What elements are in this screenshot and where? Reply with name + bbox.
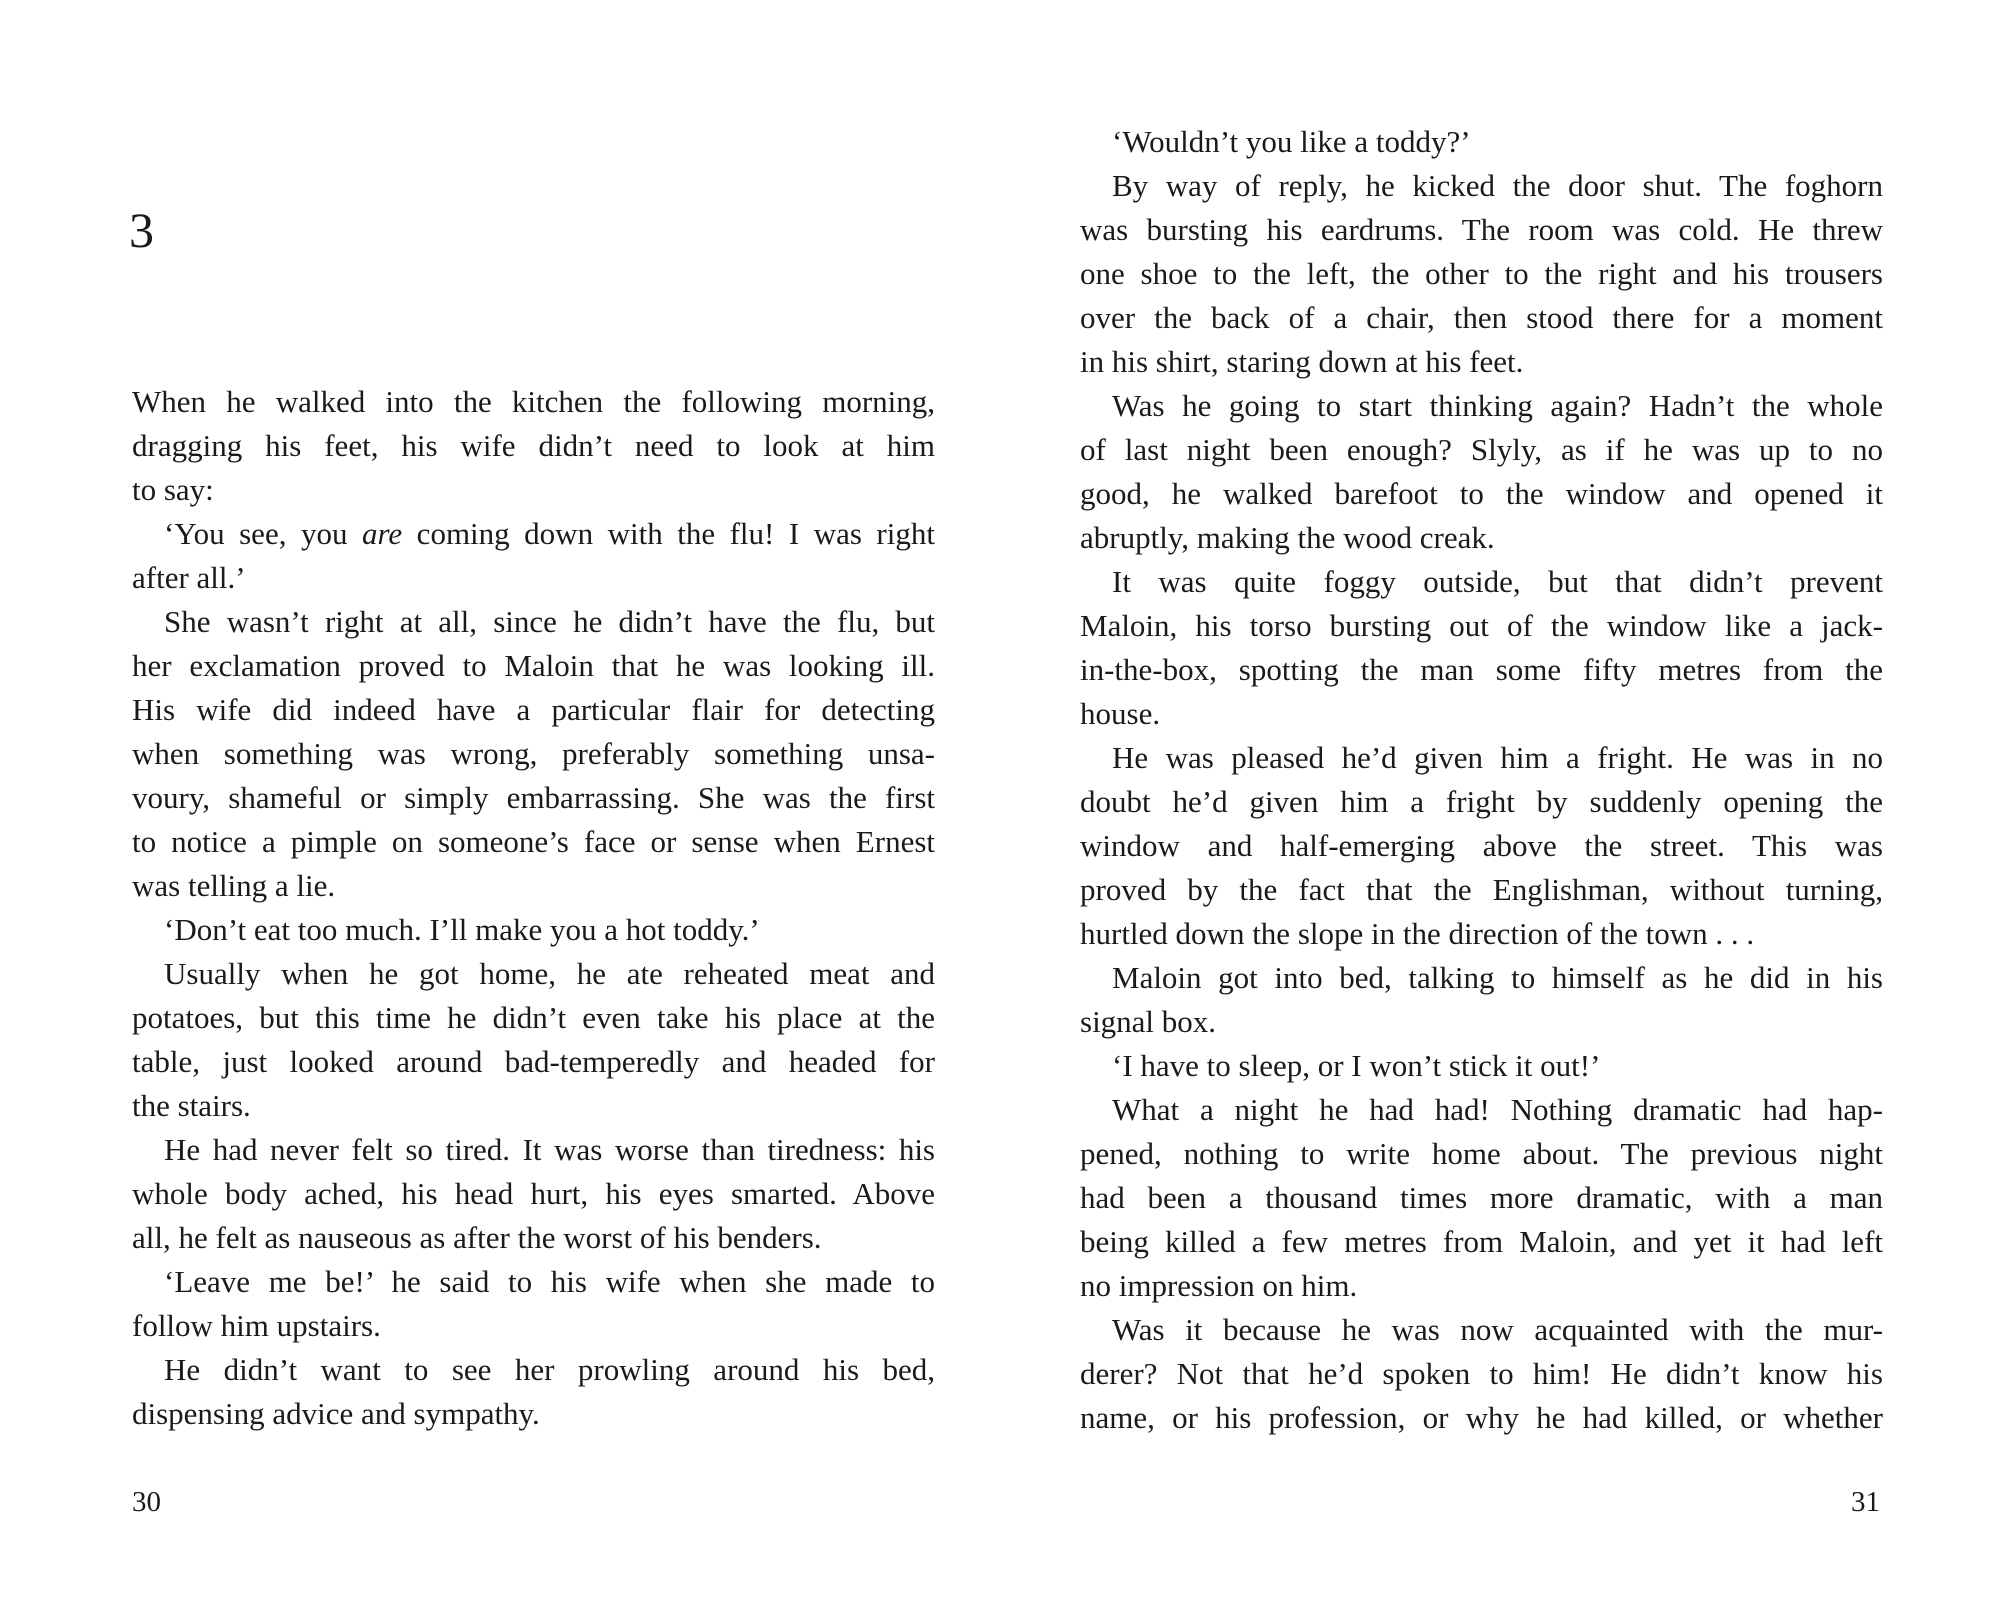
text-line: She wasn’t right at all, since he didn’t have the flu, but — [164, 604, 935, 639]
left-page-text — [132, 380, 935, 1436]
text-line: ‘Don’t eat too much. I’ll make you a hot toddy.’ — [164, 912, 760, 947]
text-line: Was he going to start thinking again? Hadn’t the whole — [1112, 388, 1883, 423]
text-line: to say: — [132, 472, 214, 507]
text-line: follow him upstairs. — [132, 1308, 381, 1343]
text-line: of last night been enough? Slyly, as if he was up to no — [1080, 432, 1883, 467]
line-fragment: ‘You see, you — [164, 516, 362, 551]
text-line: after all.’ — [132, 560, 246, 595]
text-line: Maloin, his torso bursting out of the window like a jack- — [1080, 608, 1883, 643]
text-line: no impression on him. — [1080, 1268, 1358, 1303]
text-line: whole body ached, his head hurt, his eyes smarted. Above — [132, 1176, 935, 1211]
text-line: Usually when he got home, he ate reheated meat and — [164, 956, 935, 991]
text-line: He had never felt so tired. It was worse than tiredness: his — [164, 1132, 935, 1167]
line-fragment: coming down with the flu! I was right — [402, 516, 935, 551]
text-line — [132, 512, 935, 556]
text-line: dispensing advice and sympathy. — [132, 1396, 540, 1431]
text-line: name, or his profession, or why he had killed, or whether — [1080, 1400, 1883, 1435]
text-line: was telling a lie. — [132, 868, 336, 903]
text-line: window and half-emerging above the street. This was — [1080, 828, 1883, 863]
text-line: He was pleased he’d given him a fright. He was in no — [1112, 740, 1883, 775]
text-line: ‘I have to sleep, or I won’t stick it out!’ — [1112, 1048, 1601, 1083]
text-line: pened, nothing to write home about. The previous night — [1080, 1136, 1883, 1171]
text-line: all, he felt as nauseous as after the worst of his benders. — [132, 1220, 822, 1255]
text-line: abruptly, making the wood creak. — [1080, 520, 1495, 555]
text-line: derer? Not that he’d spoken to him! He didn’t know his — [1080, 1356, 1883, 1391]
chapter-number: 3 — [129, 202, 154, 258]
text-line: His wife did indeed have a particular flair for detecting — [132, 692, 935, 727]
page-number: 31 — [1851, 1486, 1880, 1518]
text-line: being killed a few metres from Maloin, and yet it had left — [1080, 1224, 1883, 1259]
text-line: one shoe to the left, the other to the right and his trousers — [1080, 256, 1883, 291]
text-line: the stairs. — [132, 1088, 251, 1123]
text-line: Maloin got into bed, talking to himself as he did in his — [1112, 960, 1883, 995]
text-line: her exclamation proved to Maloin that he was looking ill. — [132, 648, 935, 683]
text-line: What a night he had had! Nothing dramatic had hap- — [1112, 1092, 1883, 1127]
text-line: ‘Leave me be!’ he said to his wife when she made to — [164, 1264, 935, 1299]
text-line: over the back of a chair, then stood there for a moment — [1080, 300, 1883, 335]
text-line: By way of reply, he kicked the door shut. The foghorn — [1112, 168, 1883, 203]
text-line: When he walked into the kitchen the following morning, — [132, 384, 935, 419]
text-line: when something was wrong, preferably something unsa- — [132, 736, 935, 771]
emphasis-text: are — [361, 516, 403, 551]
text-line: proved by the fact that the Englishman, without turning, — [1080, 872, 1883, 907]
text-line: voury, shameful or simply embarrassing. She was the first — [132, 780, 935, 815]
text-line: Was it because he was now acquainted with the mur- — [1112, 1312, 1883, 1347]
text-line: had been a thousand times more dramatic, with a man — [1080, 1180, 1883, 1215]
text-line: good, he walked barefoot to the window and opened it — [1080, 476, 1883, 511]
text-line: He didn’t want to see her prowling around his bed, — [164, 1352, 935, 1387]
text-line: in-the-box, spotting the man some fifty metres from the — [1080, 652, 1883, 687]
right-page-text — [1080, 120, 1883, 1440]
page-number: 30 — [132, 1486, 161, 1518]
text-line: dragging his feet, his wife didn’t need to look at him — [132, 428, 935, 463]
text-line: signal box. — [1080, 1004, 1217, 1039]
right-page — [1000, 0, 2000, 1622]
text-line: house. — [1080, 696, 1161, 731]
text-line: ‘Wouldn’t you like a toddy?’ — [1112, 124, 1471, 159]
text-line: doubt he’d given him a fright by suddenly opening the — [1080, 784, 1883, 819]
text-line: It was quite foggy outside, but that didn’t prevent — [1112, 564, 1883, 599]
text-line: to notice a pimple on someone’s face or sense when Ernest — [132, 824, 935, 859]
text-line: potatoes, but this time he didn’t even take his place at the — [132, 1000, 935, 1035]
text-line: was bursting his eardrums. The room was cold. He threw — [1080, 212, 1883, 247]
text-line: hurtled down the slope in the direction of the town . . . — [1080, 916, 1755, 951]
text-line: table, just looked around bad-temperedly and headed for — [132, 1044, 935, 1079]
text-line: in his shirt, staring down at his feet. — [1080, 344, 1524, 379]
